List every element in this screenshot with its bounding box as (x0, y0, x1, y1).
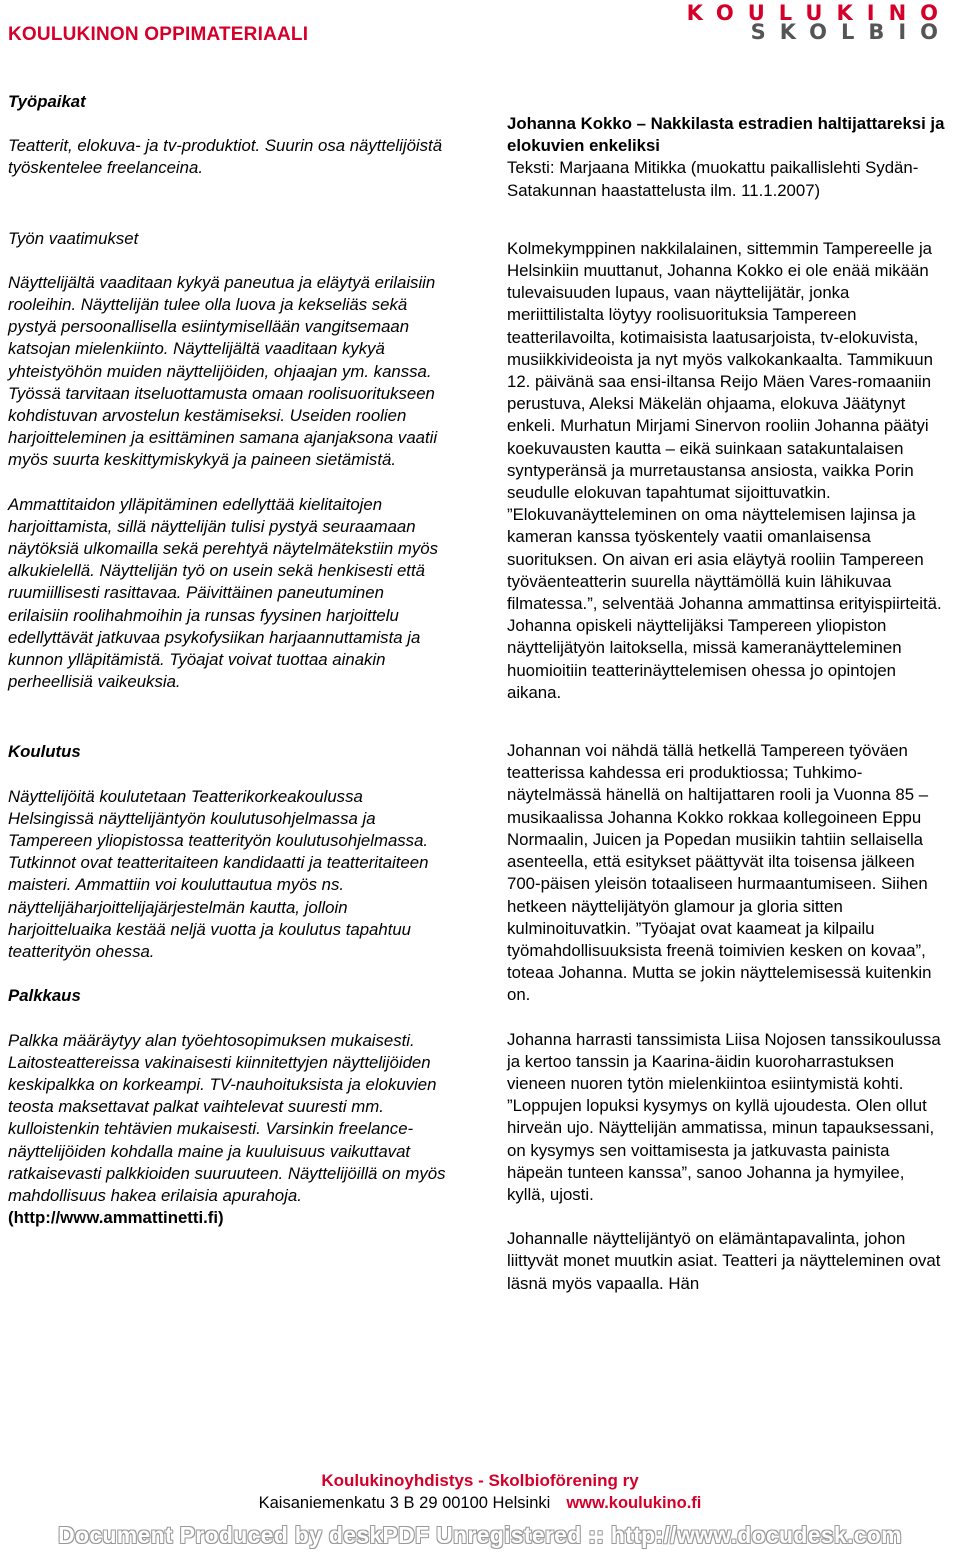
heading-vaatimukset: Työn vaatimukset (8, 228, 139, 248)
article-paragraph-1: Kolmekymppinen nakkilalainen, sittemmin Tampereelle ja Helsinkiin muuttanut, Johanna Kokko ei ole enää mikään tulevaisuuden lupaus, vaan näyttelijätär, jonka meriittilistalta löytyy roolisuorituksia Tampereen teatterilavoilta, kotimaisista laatusarjoista, tv-elokuvista, musiikkivideoista ja nyt myös valkokankaalta. Tammikuun 12. päivänä saa ensi-iltansa Reijo Mäen Vares-romaaniin perustuva, Aleksi Mäkelän ohjaama, elokuva Jäätynyt enkeli. Murhatun Mirjami Sinervon rooliin Johanna päätyi koekuvausten kautta – eikä suinkaan satakuntalaisen syntyperänsä ja murretaustansa ansiosta, vaikka Porin seudulle elokuvan tapahtumat sijoittuvatkin. ”Elokuvanäytteleminen on oma näyttelemisen lajinsa ja kameran kanssa työskentely vaatii omanlaisensa suorituksen. On aivan eri asia eläytyä rooliin Tampereen työväenteatterin suurella näyttämöllä kuin lähikuvaa filmatessa.”, selventää Johanna ammattinsa erityispiirteitä. Johanna opiskeli näyttelijäksi Tampereen yliopiston näyttelijätyön laitoksella, missä kameranäytteleminen huomioitiin teatterinäyttelemisen ohessa jo opintojen aikana. (507, 238, 942, 702)
article-paragraph-3: Johanna harrasti tanssimista Liisa Nojosen tanssikoulussa ja kertoo tanssin ja Kaarina-äidin kuoroharrastuksen vieneen nuoren tytön mielenkiintoa esiintymistä kohti. ”Loppujen lopuksi kysymys on kyllä ujoudesta. Olen ollut hirveän ujo. Näyttelijän ammatissa, minun tapauksessani, on kysymys sen voittamisesta ja jatkuvasta painista häpeän tunteen kanssa”, sanoo Johanna ja hymyilee, kyllä, ujosti. (507, 1029, 941, 1204)
left-column (8, 91, 448, 1229)
article-credit: Teksti: Marjaana Mitikka (muokattu paikallislehti Sydän-Satakunnan haastattelusta ilm. 11.1.2007) (507, 158, 919, 200)
koulukino-logo (676, 1, 952, 44)
paragraph-tyopaikat: Teatterit, elokuva- ja tv-produktiot. Suurin osa näyttelijöistä työskentelee freelanceina. (8, 136, 443, 178)
article-paragraph-4: Johannalle näyttelijäntyö on elämäntapavalinta, johon liittyvät monet muutkin asiat. Teatteri ja näytteleminen ovat läsnä myös vapaalla. Hän (507, 1229, 941, 1293)
heading-koulutus: Koulutus (8, 742, 81, 762)
article-paragraph-2: Johannan voi nähdä tällä hetkellä Tampereen työväen teatterissa kahdessa eri produktiossa; Tuhkimo-näytelmässä hänellä on haltijattaren rooli ja Vuonna 85 –musikaalissa Johanna Kokko rokkaa kollegoineen Eppu Normaalin, Juicen ja Popedan musiikin tahtiin sellaisella asenteella, että esitykset päättyvät ilta toisensa jälkeen 700-päisen yleisön totaaliseen hurmaantumiseen. Siihen hetkeen näyttelijätyön glamour ja gloria sitten kulminoituvatkin. ”Työajat ovat kaameat ja kilpailu työmahdollisuuksista freenä toimivien kesken on kovaa”, toteaa Johanna. Mutta se jokin näyttelemisessä kuitenkin on. (507, 741, 932, 1005)
right-column (507, 113, 947, 1295)
footer-organization: Koulukinoyhdistys - Skolbioförening ry (321, 1471, 639, 1490)
logo-line-skolbio: SKOLBIO (750, 20, 952, 44)
pdf-watermark: Document Produced by deskPDF Unregistered :: http://www.docudesk.com (58, 1522, 902, 1548)
ammattinetti-link[interactable]: (http://www.ammattinetti.fi) (8, 1208, 224, 1228)
paragraph-vaatimukset-2: Ammattitaidon ylläpitäminen edellyttää kielitaitojen harjoittamista, sillä näyttelijän tulisi pystyä seuraamaan näytöksiä ulkomailla sekä perehtyä näytelmätekstiin myös alkukielellä. Näyttelijän työ on usein sekä henkisesti että ruumiillisesti rasittavaa. Päivittäinen paneutuminen erilaisiin roolihahmoihin ja runsas fyysinen harjoittelu edellyttävät jatkuvaa psykofysiikan harjaannuttamista ja kunnon ylläpitämistä. Työajat voivat tuottaa ainakin perheellisiä vaikeuksia. (8, 494, 438, 692)
footer-url-link[interactable]: www.koulukino.fi (566, 1494, 702, 1512)
paragraph-palkkaus: Palkka määräytyy alan työehtosopimuksen mukaisesti. Laitosteattereissa vakinaisesti kiinnitettyjen näyttelijöiden keskipalkka on korkeampi. TV-nauhoituksista ja elokuvien teosta maksettavat palkat vaihtelevat suuresti mm. kulloistenkin tehtävien mukaisesti. Varsinkin freelance-näyttelijöiden kohdalla maine ja kuuluisuus vaikuttavat ratkaisevasti palkkioiden suuruuteen. Näyttelijöillä on myös mahdollisuus hakea erilaisia apurahoja. (8, 1030, 446, 1205)
logo-line-koulukino: KOULUKINO (686, 1, 952, 25)
footer-address-line (0, 1494, 960, 1513)
article-title: Johanna Kokko – Nakkilasta estradien haltijattareksi ja elokuvien enkeliksi (507, 114, 945, 156)
heading-tyopaikat: Työpaikat (8, 92, 86, 111)
footer-address: Kaisaniemenkatu 3 B 29 00100 Helsinki (258, 1494, 551, 1512)
heading-palkkaus: Palkkaus (8, 986, 81, 1006)
paragraph-vaatimukset-1: Näyttelijältä vaaditaan kykyä paneutua ja eläytyä erilaisiin rooleihin. Näyttelijän tulee olla luova ja kekseliäs sekä pystyä persoonallisella esiintymisellään vangitsemaan katsojan mielenkiinto. Näyttelijältä vaaditaan kykyä yhteistyöhön muiden näyttelijöiden, ohjaajan ym. kanssa. Työssä tarvitaan itseluottamusta omaan roolisuoritukseen kohdistuvan arvostelun kestämiseksi. Useiden roolien harjoitteleminen ja esittäminen samana ajanjaksona vaatii myös suurta keskittymiskykyä ja paineen sietämistä. (8, 272, 438, 470)
paragraph-koulutus: Näyttelijöitä koulutetaan Teatterikorkeakoulussa Helsingissä näyttelijäntyön koulutusohjelmassa ja Tampereen yliopistossa teatterityön koulutusohjelmassa. Tutkinnot ovat teatteritaiteen kandidaatti ja teatteritaiteen maisteri. Ammattiin voi kouluttautua myös ns. näyttelijäharjoittelijajärjestelmän kautta, jolloin harjoitteluaika kestää neljä vuotta ja koulutus tapahtuu teatterityön ohessa. (8, 786, 429, 962)
page-header-title: KOULUKINON OPPIMATERIAALI (8, 24, 309, 45)
